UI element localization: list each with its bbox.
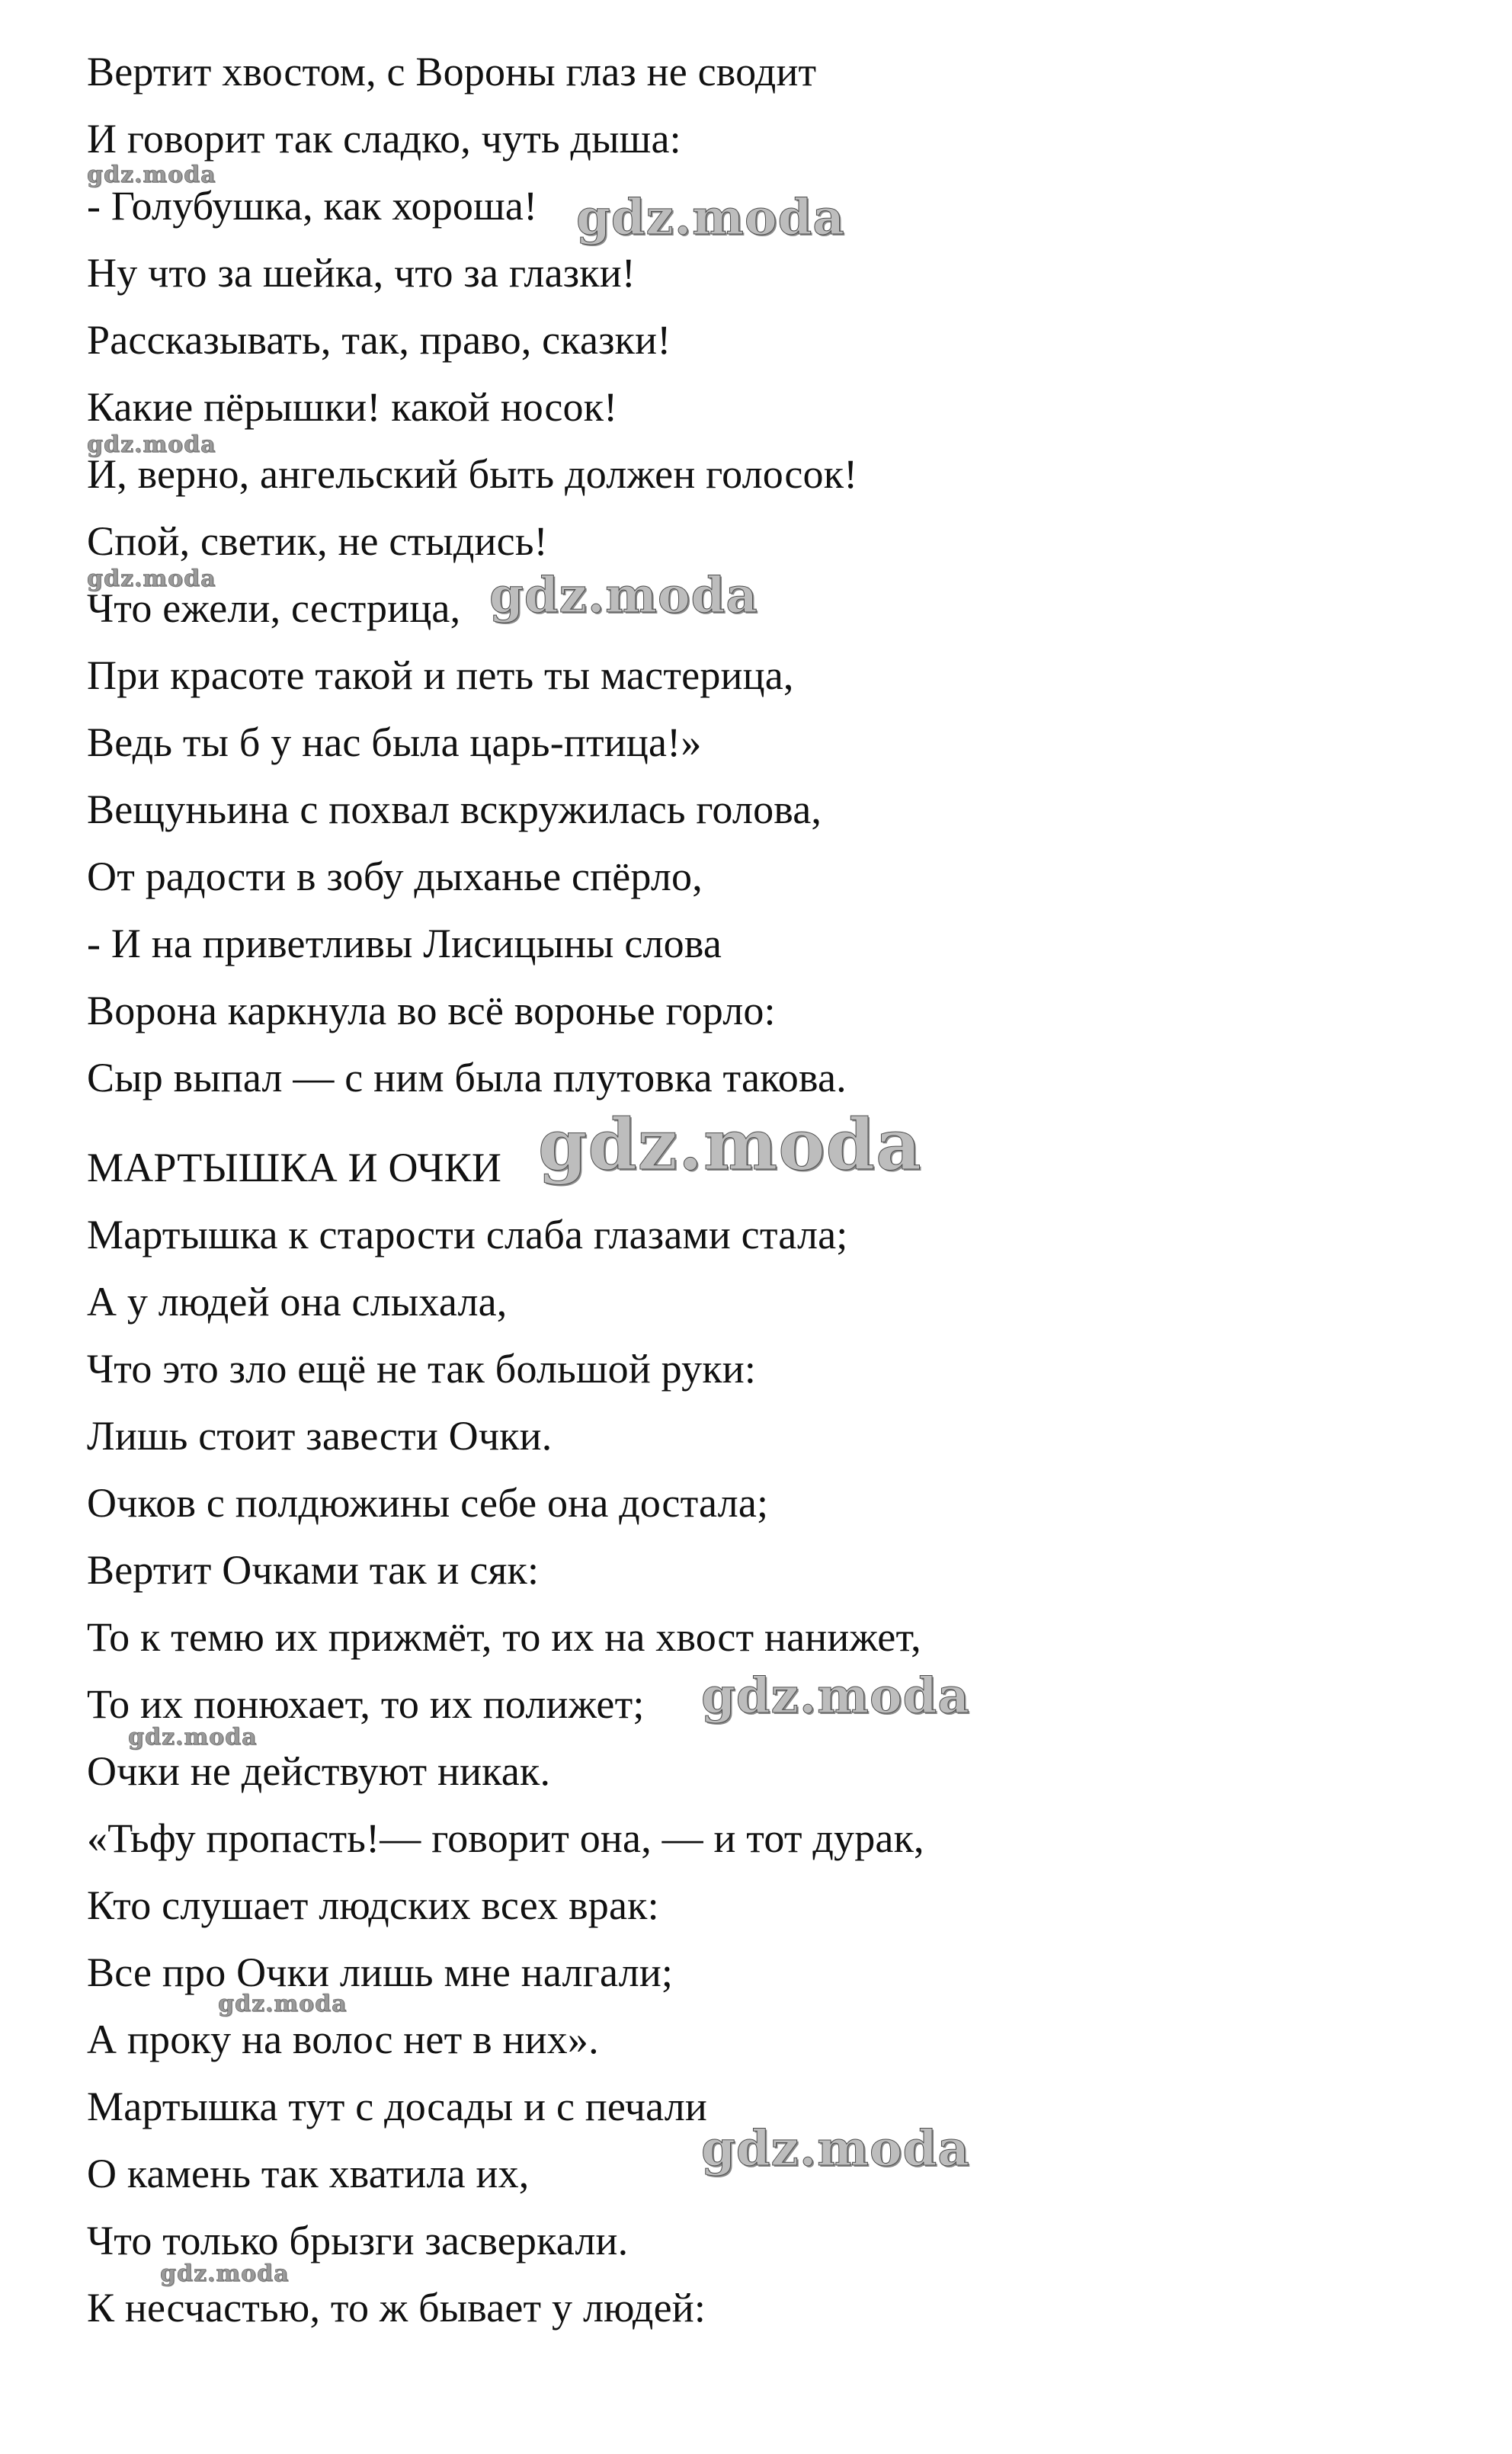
poem-line: И говорит так сладко, чуть дыша: bbox=[87, 116, 681, 162]
watermark: gdz.moda bbox=[701, 2120, 970, 2177]
watermark: gdz.moda bbox=[701, 1668, 970, 1725]
watermark: gdz.moda bbox=[489, 567, 758, 624]
fable-line: Все про Очки лишь мне налгали; bbox=[87, 1949, 674, 1995]
poem-line: Рассказывать, так, право, сказки! bbox=[87, 317, 671, 363]
poem-line: При красоте такой и петь ты мастерица, bbox=[87, 652, 794, 698]
watermark: gdz.moda bbox=[160, 2260, 290, 2287]
fable-line: Мартышка тут с досады и с печали bbox=[87, 2084, 707, 2129]
watermark: gdz.moda bbox=[128, 1724, 258, 1751]
poem-line: Ну что за шейка, что за глазки! bbox=[87, 250, 636, 296]
fable-line: Вертит Очками так и сяк: bbox=[87, 1547, 540, 1593]
watermark: gdz.moda bbox=[218, 1991, 348, 2017]
poem-line: Спой, светик, не стыдись! bbox=[87, 518, 548, 564]
poem-line: Ведь ты б у нас была царь-птица!» bbox=[87, 719, 702, 765]
poem-line: Ворона каркнула во всё воронье горло: bbox=[87, 988, 776, 1033]
fable-line: Лишь стоит завести Очки. bbox=[87, 1413, 553, 1459]
poem-line: - Голубушка, как хороша! bbox=[87, 183, 538, 229]
fable-title: МАРТЫШКА И ОЧКИ bbox=[87, 1145, 502, 1190]
fable-line: Что это зло ещё не так большой руки: bbox=[87, 1346, 757, 1392]
poem-line: - И на приветливы Лисицыны слова bbox=[87, 921, 722, 966]
poem-line: Что ежели, сестрица, bbox=[87, 585, 461, 631]
fable-line: Мартышка к старости слаба глазами стала; bbox=[87, 1212, 848, 1257]
poem-line: Вещуньина с похвал вскружилась голова, bbox=[87, 786, 822, 832]
poem-line: Какие пёрышки! какой носок! bbox=[87, 384, 618, 430]
poem-line: От радости в зобу дыханье спёрло, bbox=[87, 854, 703, 899]
fable-line: То к темю их прижмёт, то их на хвост нанижет, bbox=[87, 1614, 921, 1660]
watermark: gdz.moda bbox=[538, 1104, 922, 1186]
fable-line: Очки не действуют никак. bbox=[87, 1748, 551, 1794]
fable-line: О камень так хватила их, bbox=[87, 2151, 530, 2196]
fable-line: А у людей она слыхала, bbox=[87, 1279, 508, 1325]
watermark: gdz.moda bbox=[87, 162, 216, 188]
fable-line: Что только брызги засверкали. bbox=[87, 2218, 629, 2263]
fable-line: «Тьфу пропасть!— говорит она, — и тот дурак, bbox=[87, 1815, 924, 1861]
fable-line: К несчастью, то ж бывает у людей: bbox=[87, 2285, 706, 2331]
watermark: gdz.moda bbox=[87, 565, 216, 592]
watermark: gdz.moda bbox=[87, 431, 216, 458]
poem-line: Сыр выпал — с ним была плутовка такова. bbox=[87, 1055, 847, 1100]
fable-line: Очков с полдюжины себе она достала; bbox=[87, 1480, 769, 1526]
watermark: gdz.moda bbox=[576, 189, 845, 246]
fable-line: А проку на волос нет в них». bbox=[87, 2017, 599, 2062]
fable-line: То их понюхает, то их полижет; bbox=[87, 1681, 645, 1727]
poem-line: И, верно, ангельский быть должен голосок! bbox=[87, 451, 858, 497]
fable-line: Кто слушает людских всех врак: bbox=[87, 1882, 659, 1928]
poem-line: Вертит хвостом, с Вороны глаз не сводит bbox=[87, 49, 817, 95]
